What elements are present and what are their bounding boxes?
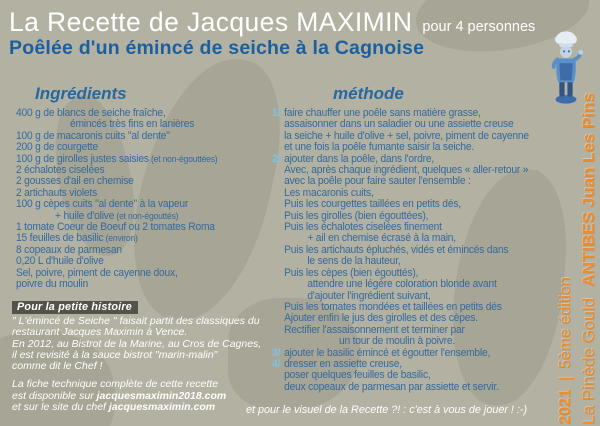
ingredient-line: 2 échalotes ciselées xyxy=(16,164,105,177)
ingredient-line: émincés très fins en lanières xyxy=(69,118,195,131)
method-line: poser quelques feuilles de basilic, xyxy=(284,369,431,382)
method-line: la seiche + huile d'olive + sel, poivre, piment de cayenne xyxy=(284,129,529,142)
method-line: Avec, après chaque ingrédient, quelques « aller-retour » xyxy=(284,164,529,177)
method-steps xyxy=(272,108,529,393)
servings-label: pour 4 personnes xyxy=(422,19,536,35)
location-bold-label: ANTIBES Juan Les Pins xyxy=(579,92,598,287)
method-line: assaisonner dans un saladier ou une assiette creuse xyxy=(284,118,514,131)
method-line: Puis les échalotes ciselées finement xyxy=(284,221,442,234)
ingredient-line: 400 g de blancs de seiche fraîche, xyxy=(16,107,166,119)
history-line: restaurant Jacques Maximin à Vence. xyxy=(12,326,188,339)
recipe-subtitle: Poêlée d'un émincé de seiche à la Cagnoise xyxy=(9,37,425,59)
method-heading: méthode xyxy=(333,84,404,103)
history-section xyxy=(12,301,261,413)
method-line: Ajouter enfin le jus des girolles et des cèpes. xyxy=(284,312,478,325)
ingredient-line: 0,20 L d'huile d'olive xyxy=(16,255,104,268)
method-line: avec la poêle pour faire sauter l'ensemble : xyxy=(284,175,471,188)
method-line: 3/ ajouter le basilic émincé et égoutter l'ensemble, xyxy=(272,346,491,359)
chef-figurine-icon xyxy=(547,29,585,107)
method-line: Puis les cèpes (bien égouttés), xyxy=(284,266,419,279)
ingredients-heading: Ingrédients xyxy=(35,84,127,103)
ingredient-line: 2 gousses d'ail en chemise xyxy=(16,175,134,188)
history-note-line: est disponible sur jacquesmaximin2018.com xyxy=(12,389,227,402)
history-line: " L'émincé de Seiche " faisait partit des classiques du xyxy=(12,315,260,327)
method-line: attendre une légère coloration blonde avant xyxy=(307,278,497,291)
ingredient-line: 1 tomate Coeur de Boeuf ou 2 tomates Roma xyxy=(16,221,215,234)
ingredient-line: 2 artichauts violets xyxy=(16,186,98,199)
ingredient-line: 8 copeaux de parmesan xyxy=(16,243,122,256)
history-note-line: et sur le site du chef jacquesmaximin.com xyxy=(12,401,216,414)
edition-year-label: 2021 xyxy=(557,388,574,424)
ingredient-line: + huile d'olive (et non-égouttés) xyxy=(55,209,179,222)
method-line: + ail en chemise écrasé à la main, xyxy=(307,232,456,245)
footer-note: et pour le visuel de la Recette ?! : c'est à vous de jouer ! :-) xyxy=(246,404,528,416)
history-note-line: La fiche technique complète de cette recette xyxy=(12,378,219,391)
method-line: 4/ dresser en assiette creuse, xyxy=(272,357,402,370)
ingredient-line: 100 g cèpes cuits "al dente" à la vapeur xyxy=(16,198,189,211)
history-line: En 2012, au Bistrot de la Marine, au Cros de Cagnes, xyxy=(12,337,262,350)
ingredient-line: 100 g de girolles justes saisies (et non-égouttées) xyxy=(16,152,218,165)
header xyxy=(9,7,535,38)
history-label: Pour la petite histoire xyxy=(12,301,138,314)
method-line: Les macaronis cuits, xyxy=(284,186,374,199)
method-line: le sens de la hauteur, xyxy=(307,255,401,268)
location-light-label: La Pinède Gould xyxy=(579,297,598,424)
history-note-lines xyxy=(12,379,261,413)
method-line: 1/ faire chauffer une poêle sans matière grasse, xyxy=(272,107,481,119)
method-line: d'ajouter l'ingrédient suivant, xyxy=(307,289,431,302)
edition-name-label: 5ème édition xyxy=(557,276,574,369)
ingredients-list xyxy=(16,108,217,291)
ingredient-line: Sel, poivre, piment de cayenne doux, xyxy=(16,266,178,279)
method-line: Puis les artichauts épluchés, vidés et émincés dans xyxy=(284,243,509,256)
page-title: La Recette de Jacques MAXIMIN xyxy=(9,7,413,37)
sidebar-location-text xyxy=(579,93,599,424)
method-line: et une fois la poêle fumante saisir la seiche. xyxy=(284,141,474,154)
method-line: un tour de moulin à poivre. xyxy=(338,335,456,348)
method-line: Rectifier l'assaisonnement et terminer par xyxy=(284,323,465,336)
ingredient-line: poivre du moulin xyxy=(16,278,89,291)
ingredient-line: 200 g de courgette xyxy=(16,141,98,154)
history-lines xyxy=(12,316,261,372)
method-line: Puis les courgettes taillées en petits dés, xyxy=(284,198,461,211)
history-line: il est revisité à la sauce bistrot "marin-malin" xyxy=(12,348,218,361)
method-line: 2/ ajouter dans la poêle, dans l'ordre, xyxy=(272,152,435,165)
sidebar-edition-text xyxy=(557,277,575,424)
method-line: Puis les girolles (bien égouttées), xyxy=(284,209,429,222)
ingredient-line: 15 feuilles de basilic (environ) xyxy=(16,232,138,245)
history-line: comme dit le Chef ! xyxy=(12,360,103,373)
method-line: deux copeaux de parmesan par assiette et servir. xyxy=(284,380,499,393)
method-line: Puis les tomates mondées et taillées en petits dés xyxy=(284,300,502,313)
edition-separator: | xyxy=(557,376,574,381)
ingredient-line: 100 g de macaronis cuits "al dente" xyxy=(16,129,170,142)
